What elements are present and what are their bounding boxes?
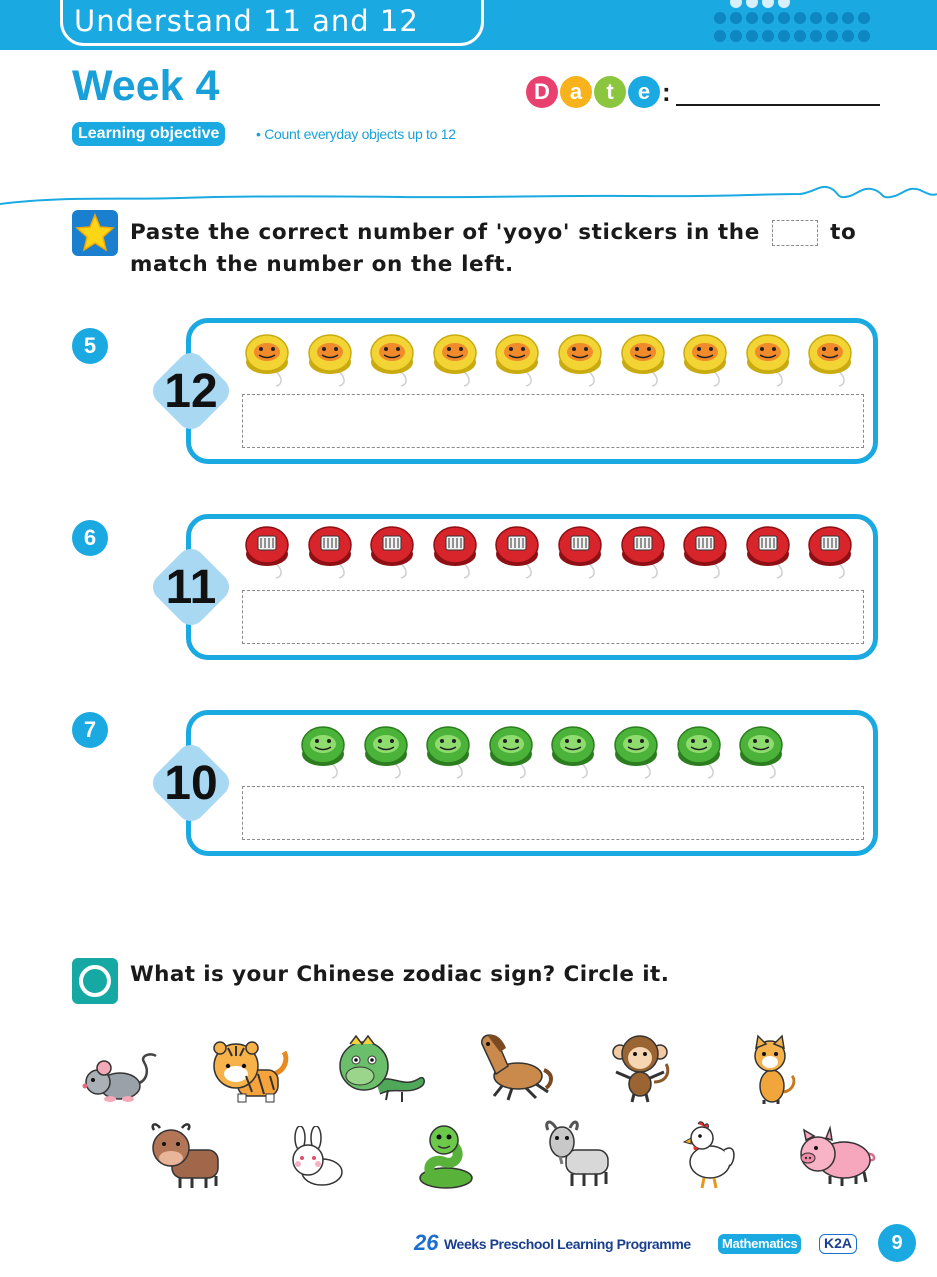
yoyo-sticker-icon [363,724,409,780]
yoyo-sticker-icon [307,524,353,580]
zodiac-question: What is your Chinese zodiac sign? Circle it. [130,962,670,987]
instruction-text-after: to match the number on the left. [130,220,857,277]
date-letter-d: D [526,76,558,108]
yoyo-sticker-icon [620,332,666,388]
yoyo-sticker-icon [613,724,659,780]
yoyo-sticker-icon [494,332,540,388]
footer-weeks-number: 26 [414,1230,439,1255]
sticker-paste-area[interactable] [242,394,864,448]
yoyo-sticker-icon [244,524,290,580]
yoyo-sticker-icon [432,524,478,580]
target-number-badge [146,542,236,632]
rat-icon[interactable] [80,1048,160,1104]
monkey-icon[interactable] [610,1032,674,1104]
wave-divider [0,182,937,212]
target-number-badge [146,346,236,436]
date-write-line[interactable] [676,104,880,106]
yoyo-sticker-icon [369,524,415,580]
circle-icon [72,958,118,1004]
yoyo-sticker-icon [307,332,353,388]
unit-title: Understand 11 and 12 [74,4,419,38]
yoyo-sticker-icon [557,524,603,580]
question-number: 7 [72,712,108,748]
ox-icon[interactable] [146,1120,226,1190]
date-letter-t: t [594,76,626,108]
yoyo-sticker-icon [488,724,534,780]
footer-programme: Weeks Preschool Learning Programme [444,1236,691,1252]
goat-icon[interactable] [540,1116,614,1188]
target-number: 11 [165,561,217,614]
pig-icon[interactable] [796,1124,880,1188]
target-number: 12 [164,365,218,418]
week-title: Week 4 [72,62,220,110]
page-number: 9 [878,1224,916,1262]
yoyo-sticker-icon [425,724,471,780]
yoyo-sticker-icon [676,724,722,780]
instruction-text [130,217,890,281]
target-number-badge [146,738,236,828]
decorative-dots-icon [712,0,882,46]
tiger-icon[interactable] [208,1036,292,1106]
date-field [526,76,886,116]
rooster-icon[interactable] [680,1120,738,1190]
yoyo-sticker-icon [550,724,596,780]
dog-icon[interactable] [748,1034,800,1106]
yoyo-sticker-icon [494,524,540,580]
yoyo-sticker-icon [682,332,728,388]
yoyo-sticker-icon [682,524,728,580]
yoyo-sticker-icon [738,724,784,780]
yoyo-sticker-icon [620,524,666,580]
question-number: 5 [72,328,108,364]
yoyo-sticker-icon [432,332,478,388]
sticker-paste-area[interactable] [242,590,864,644]
header-band [0,0,937,50]
yoyo-sticker-icon [807,332,853,388]
snake-icon[interactable] [414,1124,478,1190]
target-number: 10 [164,757,218,810]
question-number: 6 [72,520,108,556]
yoyo-sticker-icon [300,724,346,780]
rabbit-icon[interactable] [284,1126,348,1190]
footer-level-badge: K2A [819,1234,857,1254]
sticker-paste-area[interactable] [242,786,864,840]
yoyo-sticker-icon [807,524,853,580]
learning-objective-text: • Count everyday objects up to 12 [256,126,456,142]
yoyo-sticker-icon [557,332,603,388]
horse-icon[interactable] [466,1030,556,1104]
date-letter-a: a [560,76,592,108]
footer-subject-badge: Mathematics [718,1234,801,1254]
yoyo-sticker-icon [369,332,415,388]
yoyo-sticker-icon [745,524,791,580]
instruction-text-before: Paste the correct number of 'yoyo' stickers in the [130,220,760,245]
star-icon [72,210,118,256]
yoyo-sticker-icon [244,332,290,388]
date-letter-e: e [628,76,660,108]
dragon-icon[interactable] [336,1032,428,1104]
learning-objective-label: Learning objective [72,122,225,146]
yoyo-sticker-icon [745,332,791,388]
sticker-box-sample-icon [772,220,818,246]
date-colon: : [662,77,671,107]
